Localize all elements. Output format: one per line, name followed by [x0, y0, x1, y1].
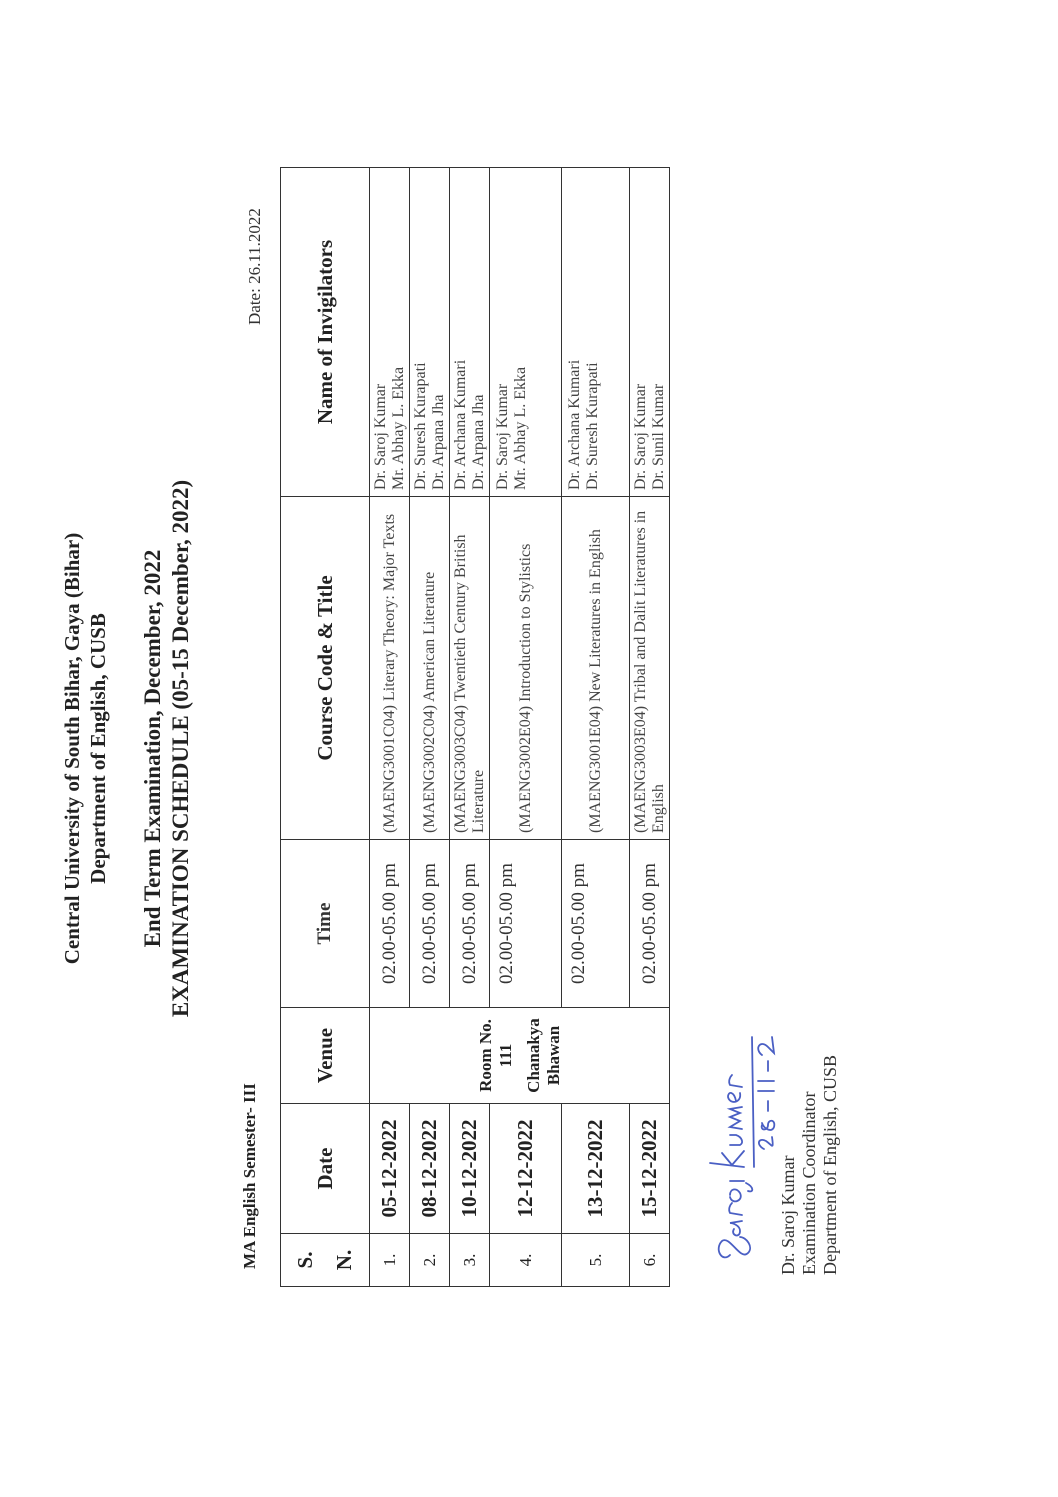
table-row: 1. 05-12-2022 Room No. 111 Chanakya Bhawan 02.00-05.00 pm (MAENG3001C04) Literary Theory: Major Texts Dr. Saroj Kumar Mr. Abhay L. Ekka [370, 168, 410, 1287]
header-course: Course Code & Title [281, 497, 370, 840]
invigilators: Dr. Archana Kumari Dr. Arpana Jha [450, 168, 490, 497]
table-row: 6. 15-12-2022 02.00-05.00 pm (MAENG3003E04) Tribal and Dalit Literatures in English Dr. Saroj Kumar Dr. Sunil Kumar [630, 168, 670, 1287]
header-date: Date [281, 1104, 370, 1234]
exam-title: End Term Examination, December, 2022 [140, 549, 165, 948]
header-venue: Venue [281, 1008, 370, 1104]
table-header-row [281, 168, 370, 1287]
invigilators: Dr. Suresh Kurapati Dr. Arpana Jha [410, 168, 450, 497]
header-invigilators: Name of Invigilators [281, 168, 370, 497]
university-name: Central University of South Bihar, Gaya (Bihar) [60, 532, 84, 965]
handwritten-signature [700, 1007, 780, 1267]
signatory-role: Examination Coordinator [799, 1091, 819, 1275]
exam-date: 10-12-2022 [450, 1104, 490, 1234]
course-title: (MAENG3001E04) New Literatures in English [562, 497, 630, 840]
invigilators: Dr. Saroj Kumar Dr. Sunil Kumar [630, 168, 670, 497]
header-sn: S. N. [281, 1234, 370, 1287]
semester-label: MA English Semester- III [240, 1083, 259, 1269]
department-name: Department of English, CUSB [86, 613, 110, 884]
exam-date: 05-12-2022 [370, 1104, 410, 1234]
invigilators: Dr. Saroj Kumar Mr. Abhay L. Ekka [490, 168, 562, 497]
signatory-department: Department of English, CUSB [820, 1055, 840, 1275]
invigilators: Dr. Archana Kumari Dr. Suresh Kurapati [562, 168, 630, 497]
course-title: (MAENG3002C04) American Literature [410, 497, 450, 840]
invigilators: Dr. Saroj Kumar Mr. Abhay L. Ekka [370, 168, 410, 497]
exam-date: 15-12-2022 [630, 1104, 670, 1234]
table-row: 5. 13-12-2022 02.00-05.00 pm (MAENG3001E04) New Literatures in English Dr. Archana Kumari Dr. Suresh Kurapati [562, 168, 630, 1287]
course-title: (MAENG3002E04) Introduction to Stylistics [490, 497, 562, 840]
table-row: 3. 10-12-2022 02.00-05.00 pm (MAENG3003C04) Twentieth Century British Literature Dr. Archana Kumari Dr. Arpana Jha [450, 168, 490, 1287]
exam-date: 13-12-2022 [562, 1104, 630, 1234]
header-time: Time [281, 840, 370, 1008]
table-row: 4. 12-12-2022 02.00-05.00 pm (MAENG3002E04) Introduction to Stylistics Dr. Saroj Kumar Mr. Abhay L. Ekka [490, 168, 562, 1287]
issue-date: Date: 26.11.2022 [245, 208, 264, 325]
table-row: 2. 08-12-2022 02.00-05.00 pm (MAENG3002C04) American Literature Dr. Suresh Kurapati Dr. Arpana Jha [410, 168, 450, 1287]
course-title: (MAENG3003E04) Tribal and Dalit Literatures in English [630, 497, 670, 840]
exam-date: 08-12-2022 [410, 1104, 450, 1234]
schedule-title: EXAMINATION SCHEDULE (05-15 December, 2022) [168, 479, 193, 1018]
signature-block [778, 1055, 841, 1275]
exam-date: 12-12-2022 [490, 1104, 562, 1234]
course-title: (MAENG3001C04) Literary Theory: Major Texts [370, 497, 410, 840]
signatory-name: Dr. Saroj Kumar [778, 1155, 798, 1275]
venue-cell: Room No. 111 Chanakya Bhawan [370, 1008, 670, 1104]
course-title: (MAENG3003C04) Twentieth Century British Literature [450, 497, 490, 840]
exam-schedule-table [280, 167, 670, 1287]
